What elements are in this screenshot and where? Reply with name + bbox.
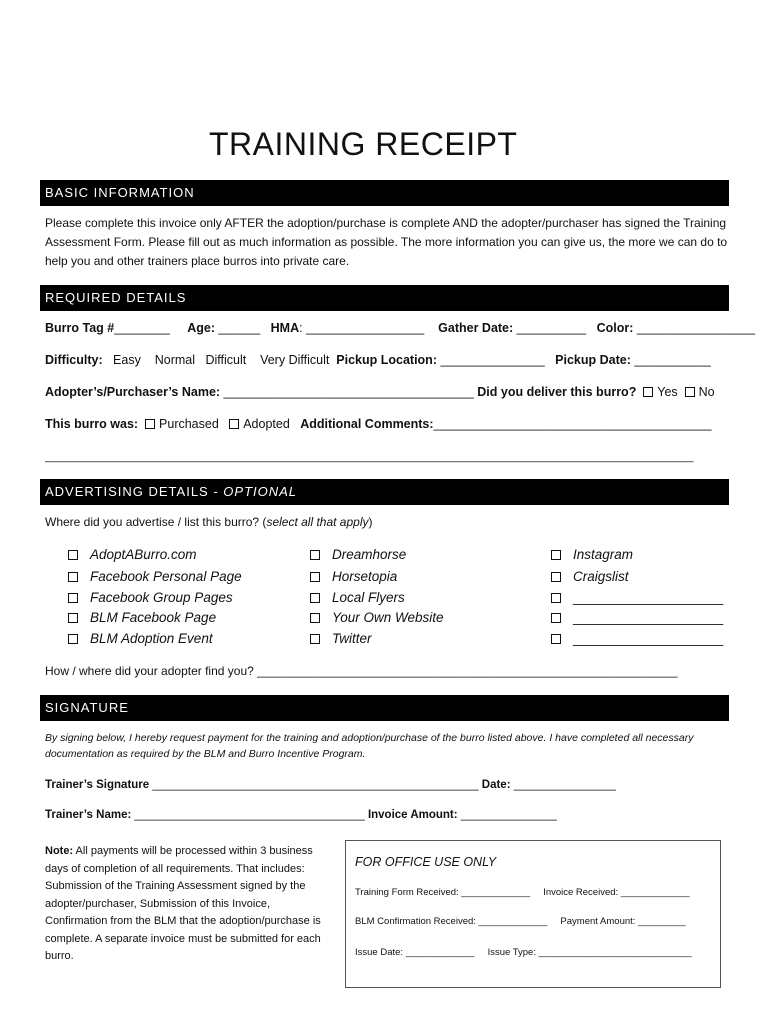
section-header-required bbox=[40, 285, 729, 311]
basic-info-text: Please complete this invoice only AFTER the adoption/purchase is complete AND the adopter/purchaser has signed the Training Assessment Form. Please fill out as much information as possible. The more information you can give us, the more we can do to help you and other trainers place burros into private care. bbox=[45, 216, 728, 268]
required-row-3 bbox=[45, 384, 715, 400]
checkbox-icon[interactable] bbox=[551, 572, 561, 582]
section-header-signature bbox=[40, 695, 729, 721]
ad-option[interactable] bbox=[310, 631, 372, 647]
checkbox-icon[interactable] bbox=[551, 634, 561, 644]
checkbox-icon[interactable] bbox=[68, 634, 78, 644]
invoice-amount-field[interactable]: _______________ bbox=[457, 809, 557, 821]
gather-date-field[interactable]: __________ bbox=[513, 321, 590, 335]
checkbox-icon[interactable] bbox=[68, 593, 78, 603]
checkbox-icon[interactable] bbox=[310, 593, 320, 603]
adopter-name-field[interactable]: ____________________________________ bbox=[220, 385, 478, 399]
section-header-advertising bbox=[40, 479, 729, 505]
ad-option[interactable] bbox=[551, 547, 633, 563]
ad-option[interactable] bbox=[68, 547, 197, 563]
required-row-4 bbox=[45, 416, 712, 432]
trainer-name-label: Trainer’s Name: bbox=[45, 809, 132, 821]
ad-option[interactable] bbox=[551, 631, 723, 647]
gather-date-label: Gather Date: bbox=[438, 321, 514, 335]
signature-statement: By signing below, I hereby request payment for the training and adoption/purchase of the burro listed above. I have completed all necessary documentation as required by the BLM and Burro Incentive Program. bbox=[45, 732, 694, 760]
section-header-label: ADVERTISING DETAILS - bbox=[45, 484, 224, 499]
ad-option[interactable] bbox=[68, 590, 233, 606]
ad-option-label: Dreamhorse bbox=[332, 547, 407, 562]
advertise-question-end: ) bbox=[368, 515, 373, 529]
pickup-location-label: Pickup Location: bbox=[336, 353, 437, 367]
comments-label: Additional Comments: bbox=[300, 417, 434, 431]
trainer-signature-label: Trainer’s Signature bbox=[45, 779, 150, 791]
trainer-name-field[interactable]: ____________________________________ bbox=[131, 809, 368, 821]
checkbox-icon[interactable] bbox=[551, 550, 561, 560]
comments-extra-line[interactable]: __________________________________________________________________________________________________________ bbox=[45, 451, 694, 463]
ad-option-label: Instagram bbox=[573, 547, 634, 562]
checkbox-icon[interactable] bbox=[68, 572, 78, 582]
difficulty-options[interactable]: Easy Normal Difficult Very Difficult bbox=[102, 353, 337, 367]
ad-option-label: AdoptABurro.com bbox=[90, 547, 197, 562]
ad-option-label: Horsetopia bbox=[332, 569, 398, 584]
ad-option[interactable] bbox=[551, 610, 723, 626]
invoice-amount-label: Invoice Amount: bbox=[367, 809, 458, 821]
pickup-date-field[interactable]: ___________ bbox=[630, 353, 711, 367]
age-field[interactable]: ______ bbox=[215, 321, 264, 335]
pickup-location-field[interactable]: _______________ bbox=[436, 353, 549, 367]
no-label: No bbox=[698, 385, 715, 399]
advertise-question bbox=[45, 514, 373, 530]
ad-option[interactable] bbox=[68, 569, 242, 585]
purchased-checkbox[interactable] bbox=[145, 419, 155, 429]
ad-option-label: Facebook Group Pages bbox=[90, 590, 233, 605]
adopter-find-row bbox=[45, 663, 678, 679]
deliver-label: Did you deliver this burro? bbox=[477, 385, 637, 399]
section-header-label: REQUIRED DETAILS bbox=[45, 290, 187, 305]
ad-option[interactable] bbox=[551, 590, 723, 606]
burro-was-label: This burro was: bbox=[45, 417, 139, 431]
office-heading: FOR OFFICE USE ONLY bbox=[355, 855, 497, 869]
difficulty-label: Difficulty: bbox=[45, 353, 103, 367]
adopter-find-field[interactable]: _______________________________________________________________ bbox=[253, 664, 678, 678]
checkbox-icon[interactable] bbox=[310, 550, 320, 560]
burro-tag-field[interactable]: ________ bbox=[114, 321, 170, 335]
date-label: Date: bbox=[481, 779, 511, 791]
ad-option-blank[interactable]: ____________________ bbox=[573, 631, 724, 646]
section-header-optional: OPTIONAL bbox=[223, 484, 298, 499]
required-row-2 bbox=[45, 352, 711, 368]
ad-option-label: Your Own Website bbox=[332, 610, 444, 625]
adopted-label: Adopted bbox=[243, 417, 290, 431]
ad-option-label: Facebook Personal Page bbox=[90, 569, 242, 584]
burro-tag-label: Burro Tag # bbox=[45, 321, 115, 335]
ad-option[interactable] bbox=[551, 569, 629, 585]
advertise-question-hint: select all that apply bbox=[266, 515, 369, 529]
ad-option[interactable] bbox=[68, 610, 216, 626]
yes-checkbox[interactable] bbox=[643, 387, 653, 397]
ad-option-blank[interactable]: ____________________ bbox=[573, 590, 724, 605]
page-title: TRAINING RECEIPT bbox=[209, 126, 518, 162]
purchased-label: Purchased bbox=[159, 417, 219, 431]
office-row-3[interactable]: Issue Date: _____________ Issue Type: _____________________________ bbox=[355, 947, 692, 958]
ad-option-blank[interactable]: ____________________ bbox=[573, 610, 724, 625]
adopter-name-label: Adopter’s/Purchaser’s Name: bbox=[45, 385, 221, 399]
color-field[interactable]: _________________ bbox=[633, 321, 756, 335]
ad-option[interactable] bbox=[310, 610, 444, 626]
no-checkbox[interactable] bbox=[685, 387, 695, 397]
ad-option-label: Twitter bbox=[332, 631, 372, 646]
checkbox-icon[interactable] bbox=[551, 613, 561, 623]
comments-field[interactable]: ________________________________________ bbox=[433, 417, 712, 431]
trainer-name-row bbox=[45, 807, 557, 823]
ad-option-label: BLM Facebook Page bbox=[90, 610, 217, 625]
office-row-1[interactable]: Training Form Received: _____________ Invoice Received: _____________ bbox=[355, 887, 690, 898]
ad-option-label: Craigslist bbox=[573, 569, 629, 584]
hma-label: HMA bbox=[270, 321, 300, 335]
section-header-label: SIGNATURE bbox=[45, 700, 129, 715]
note-label: Note: bbox=[45, 845, 74, 857]
section-header-label: BASIC INFORMATION bbox=[45, 185, 195, 200]
section-header-basic bbox=[40, 180, 729, 206]
payment-note bbox=[45, 843, 335, 966]
adopted-checkbox[interactable] bbox=[229, 419, 239, 429]
checkbox-icon[interactable] bbox=[310, 572, 320, 582]
office-use-box bbox=[345, 840, 721, 988]
yes-label: Yes bbox=[657, 385, 678, 399]
note-text: All payments will be processed within 3 business days of completion of all requirements. That includes: Submission of the Training Assessment signed by the adopter/purchaser, Submission of this Invoice, Confirmation from the BLM that the adoption/purchase is complete. A separate invoice must be submitted for each burro. bbox=[45, 845, 321, 962]
ad-option[interactable] bbox=[310, 590, 405, 606]
trainer-signature-row bbox=[45, 777, 616, 793]
checkbox-icon[interactable] bbox=[551, 593, 561, 603]
required-row-1 bbox=[45, 320, 755, 336]
checkbox-icon[interactable] bbox=[310, 613, 320, 623]
hma-field[interactable]: : _________________ bbox=[299, 321, 425, 335]
ad-option-label: BLM Adoption Event bbox=[90, 631, 213, 646]
checkbox-icon[interactable] bbox=[68, 613, 78, 623]
pickup-date-label: Pickup Date: bbox=[555, 353, 631, 367]
ad-option[interactable] bbox=[310, 547, 406, 563]
checkbox-icon[interactable] bbox=[68, 550, 78, 560]
ad-option[interactable] bbox=[310, 569, 397, 585]
age-label: Age: bbox=[187, 321, 216, 335]
ad-option-label: Local Flyers bbox=[332, 590, 405, 605]
advertise-question-text: Where did you advertise / list this burro? ( bbox=[45, 515, 267, 529]
trainer-signature-field[interactable]: ___________________________________________________ bbox=[149, 779, 482, 791]
color-label: Color: bbox=[596, 321, 634, 335]
ad-option[interactable] bbox=[68, 631, 213, 647]
adopter-find-label: How / where did your adopter find you? bbox=[45, 664, 254, 678]
checkbox-icon[interactable] bbox=[310, 634, 320, 644]
date-field[interactable]: ________________ bbox=[510, 779, 617, 791]
office-row-2[interactable]: BLM Confirmation Received: _____________ Payment Amount: _________ bbox=[355, 916, 686, 927]
